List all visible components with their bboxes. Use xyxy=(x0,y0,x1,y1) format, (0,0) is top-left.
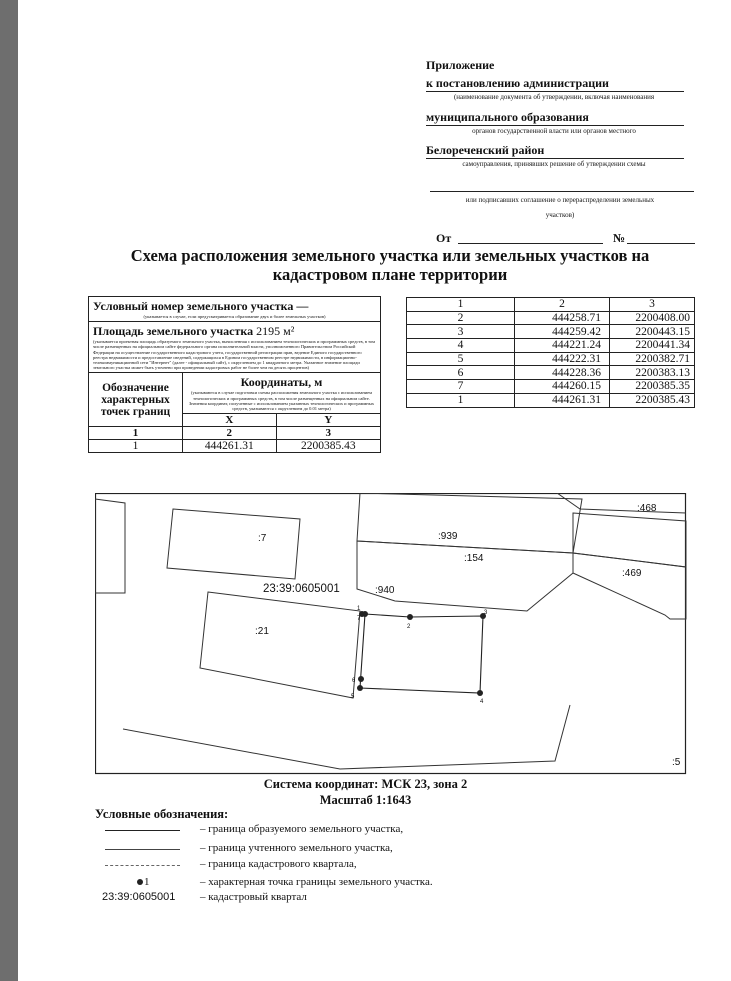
boundary-points xyxy=(357,611,486,696)
legend-title: Условные обозначения: xyxy=(95,807,229,821)
point-label-2: 2 xyxy=(407,624,411,630)
num-cell-1: 1 xyxy=(89,427,183,440)
legend-text: – граница кадастрового квартала, xyxy=(200,858,357,870)
point-cell: 2 xyxy=(407,311,515,325)
cadastral-map xyxy=(95,493,687,775)
header-note-3: самоуправления, принявших решение об утверждении схемы xyxy=(462,160,646,168)
table-row xyxy=(407,366,695,380)
point-cell: 7 xyxy=(407,380,515,394)
header-cell: 2 xyxy=(515,298,610,312)
parcel-label-468: :468 xyxy=(637,503,657,514)
col-y: Y xyxy=(276,414,380,427)
date-blank xyxy=(458,231,603,244)
header-resolution: к постановлению администрации xyxy=(426,76,684,92)
table-row xyxy=(407,298,695,312)
parcel-label-5: :5 xyxy=(672,757,681,768)
table-row xyxy=(407,393,695,407)
parcel-label-939: :939 xyxy=(438,531,458,542)
num-cell-2: 2 xyxy=(183,427,277,440)
parcel-21-boundary xyxy=(200,592,360,698)
coords-note: (указываются в случае подготовки схемы расположения земельного участка с использованием технологических и программных средств, в том числе размещенных на официальном сайте. Значения координат, полученные с использованием указанных технологических и программных средств, указываются с округлением до 0.01 метра) xyxy=(189,390,374,412)
point-cell: 5 xyxy=(407,352,515,366)
parcel-154-boundary xyxy=(357,541,573,611)
boundary-point-2 xyxy=(407,614,413,620)
y-cell: 2200385.43 xyxy=(610,393,695,407)
page-title: Схема расположения земельного участка или земельных участков на кадастровом плане территории xyxy=(130,246,650,284)
number-label: № xyxy=(613,231,626,245)
y-cell: 2200408.00 xyxy=(610,311,695,325)
point-label-6: 6 xyxy=(352,678,356,684)
x-cell: 444260.15 xyxy=(515,380,610,394)
scan-left-edge xyxy=(0,0,18,981)
legend-quarter-sample: 23:39:0605001 xyxy=(102,891,176,903)
header-district: Белореченский район xyxy=(426,143,684,159)
point-cell: 6 xyxy=(407,366,515,380)
x-cell: 444222.31 xyxy=(515,352,610,366)
point-cell: 4 xyxy=(407,339,515,353)
cond-number-value: — xyxy=(296,299,309,313)
table-row xyxy=(407,339,695,353)
y-cell: 2200443.15 xyxy=(610,325,695,339)
parcel-label-7: :7 xyxy=(258,533,267,544)
header-cell: 3 xyxy=(610,298,695,312)
boundary-point-5 xyxy=(357,685,363,691)
legend-point-dot xyxy=(137,879,143,885)
table-row xyxy=(407,352,695,366)
header-note-4: или подписавших соглашение о перераспределении земельных xyxy=(465,196,655,204)
area-note: (указывается проектная площадь образуемого земельного участка, вычисленная с использованием технологических и программных средств, в том числе размещенных на официальном сайте федерального органа исполнительной власти, уполномоченного Правительством Российской Федерации на осуществление государственного кадастрового учета, государственной регистрации прав, ведение Единого государственного реестра недвижимости и предоставление сведений, содержащихся в Едином государственном реестре недвижимости, в информационно-телекоммуникационной сети "Интернет" (далее - официальный сайт), с округлением до 1 квадратного метра. Указанное значение площади земельного участка может быть уточнено при проведении кадастровых работ не более чем на десять процентов) xyxy=(93,339,376,371)
legend-text: – кадастровый квартал xyxy=(200,891,307,903)
point-cell: 3 xyxy=(407,325,515,339)
y-cell: 2200383.13 xyxy=(610,366,695,380)
parcel-label-940: :940 xyxy=(375,585,395,596)
parcel-939-boundary xyxy=(357,493,582,553)
point-label-5: 5 xyxy=(351,694,355,700)
number-blank xyxy=(627,231,695,244)
x-cell: 444261.31 xyxy=(515,393,610,407)
parcel-label-154: :154 xyxy=(464,553,484,564)
street-line xyxy=(557,493,686,513)
header-note-2: органов государственной власти или органов местного xyxy=(472,127,636,135)
point-label-4: 4 xyxy=(480,699,484,705)
coords-label: Координаты, м xyxy=(240,375,323,390)
boundary-point-4 xyxy=(477,690,483,696)
coord-system: Система координат: МСК 23, зона 2 xyxy=(263,777,468,791)
point-label-1: 1 xyxy=(357,606,361,612)
header-municipality: муниципального образования xyxy=(426,110,684,126)
y-cell: 2200441.34 xyxy=(610,339,695,353)
header-note-5: участков) xyxy=(545,211,575,219)
parcel-label-21: :21 xyxy=(255,626,269,637)
legend-thin-line xyxy=(105,849,180,850)
boundary-point-6 xyxy=(358,676,364,682)
point-label-7: 7 xyxy=(357,616,361,622)
num-cell-3: 3 xyxy=(276,427,380,440)
x-cell: 444228.36 xyxy=(515,366,610,380)
x-cell: 444221.24 xyxy=(515,339,610,353)
header-blank-line xyxy=(430,180,694,192)
area-label: Площадь земельного участка xyxy=(93,324,254,339)
table-row xyxy=(407,311,695,325)
y-cell: 2200385.35 xyxy=(610,380,695,394)
parcel-south-boundary xyxy=(123,705,570,769)
formed-parcel-boundary xyxy=(360,614,483,693)
table-row xyxy=(407,325,695,339)
cond-number-note: (указывается в случае, если предусматривается образование двух и более земельных участков) xyxy=(143,314,326,319)
row-x: 444261.31 xyxy=(183,440,277,453)
legend-text: – граница образуемого земельного участка, xyxy=(200,823,404,835)
legend-solid-line xyxy=(105,830,180,831)
parcel-7-boundary xyxy=(167,509,300,579)
legend-dashed-line xyxy=(105,865,180,866)
cond-number-label: Условный номер земельного участка xyxy=(93,299,294,313)
points-label: Обозначение характерных точек границ xyxy=(89,373,183,427)
table-row xyxy=(407,380,695,394)
parcel-468-boundary xyxy=(573,513,686,567)
header-cell: 1 xyxy=(407,298,515,312)
point-label-3: 3 xyxy=(484,610,488,616)
legend-point-sample: 1 xyxy=(144,876,150,888)
row-y: 2200385.43 xyxy=(276,440,380,453)
legend-text: – характерная точка границы земельного участка. xyxy=(200,876,433,888)
coordinates-table xyxy=(406,297,695,408)
parcel-469-boundary xyxy=(573,553,686,619)
legend-text: – граница учтенного земельного участка, xyxy=(200,842,393,854)
header-appendix: Приложение xyxy=(426,58,495,72)
y-cell: 2200382.71 xyxy=(610,352,695,366)
scale: Масштаб 1:1643 xyxy=(319,793,412,807)
header-note-1: (наименование документа об утверждении, включая наименования xyxy=(453,93,655,101)
area-value: 2195 м² xyxy=(256,324,295,339)
col-x: X xyxy=(183,414,277,427)
map-frame xyxy=(96,494,686,774)
row-point: 1 xyxy=(89,440,183,453)
x-cell: 444259.42 xyxy=(515,325,610,339)
parcel-label-469: :469 xyxy=(622,568,642,579)
x-cell: 444258.71 xyxy=(515,311,610,325)
quarter-label: 23:39:0605001 xyxy=(263,583,340,595)
point-cell: 1 xyxy=(407,393,515,407)
date-label: От xyxy=(436,231,452,245)
parcel-info-table xyxy=(88,296,381,453)
parcel-left-boundary xyxy=(95,499,125,593)
